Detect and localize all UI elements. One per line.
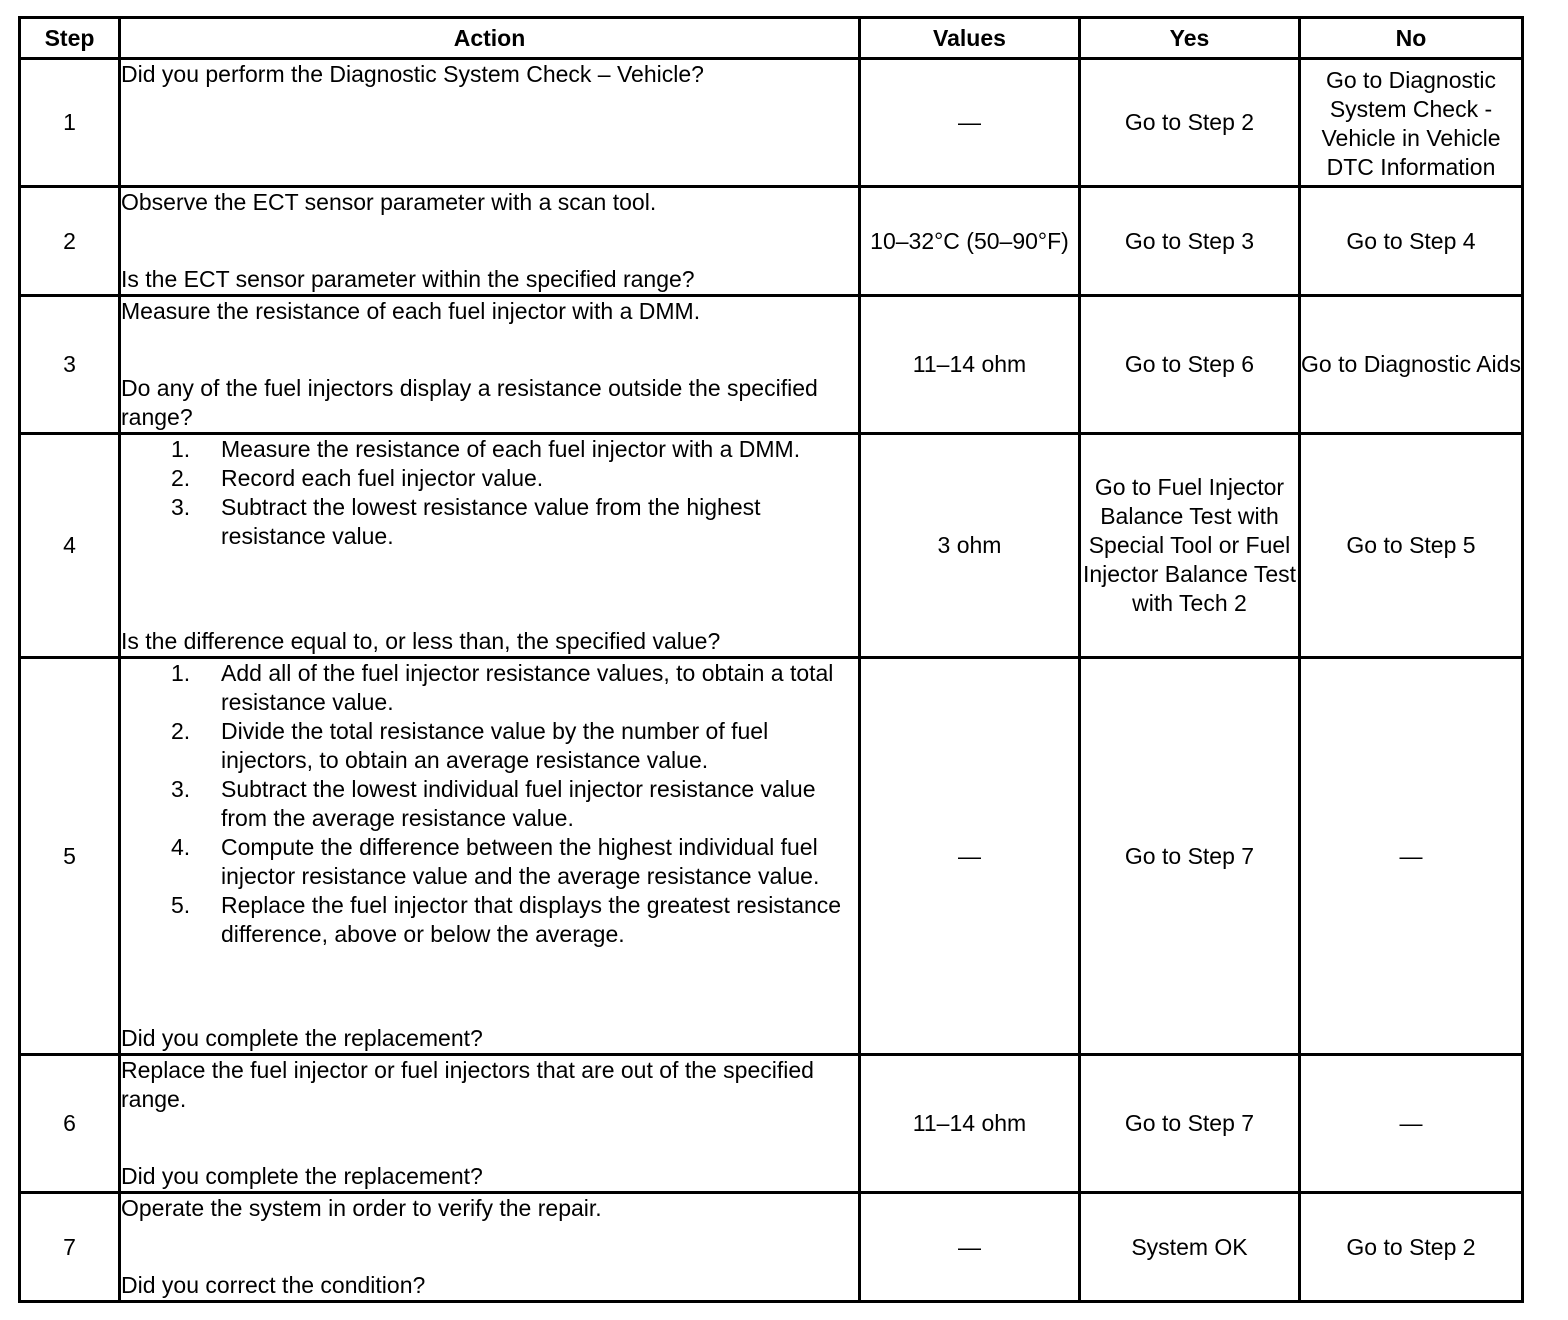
list-item-number: 3.: [171, 776, 191, 802]
header-action: Action: [120, 18, 860, 59]
table-row: [20, 434, 1523, 658]
step-number: 4: [20, 434, 120, 658]
no-cell: Go to Step 4: [1300, 187, 1523, 296]
action-cell: [120, 59, 860, 187]
step-number: 3: [20, 296, 120, 434]
header-step: Step: [20, 18, 120, 59]
action-cell: [120, 296, 860, 434]
list-item-text: Subtract the lowest resistance value from the highest resistance value.: [221, 494, 761, 549]
no-cell: Go to Diagnostic Aids: [1300, 296, 1523, 434]
step-number: 6: [20, 1055, 120, 1193]
no-cell: Go to Step 2: [1300, 1193, 1523, 1302]
values-cell: 10–32°C (50–90°F): [860, 187, 1080, 296]
list-item-text: Divide the total resistance value by the number of fuel injectors, to obtain an average resistance value.: [221, 718, 769, 773]
no-cell: —: [1300, 658, 1523, 1055]
list-item-number: 2.: [171, 465, 191, 491]
header-yes: Yes: [1080, 18, 1300, 59]
action-question: Do any of the fuel injectors display a resistance outside the specified range?: [121, 375, 818, 430]
yes-cell: Go to Step 7: [1080, 658, 1300, 1055]
action-lead: Did you perform the Diagnostic System Check – Vehicle?: [121, 61, 704, 87]
values-cell: —: [860, 59, 1080, 187]
yes-cell: Go to Step 2: [1080, 59, 1300, 187]
action-question: Is the ECT sensor parameter within the specified range?: [121, 266, 695, 292]
list-item: [121, 464, 858, 493]
list-item-number: 3.: [171, 494, 191, 520]
list-item-text: Measure the resistance of each fuel injector with a DMM.: [221, 436, 801, 462]
action-lead: Replace the fuel injector or fuel injectors that are out of the specified range.: [121, 1057, 814, 1112]
step-number: 2: [20, 187, 120, 296]
action-steps-list: [121, 435, 858, 551]
values-cell: 11–14 ohm: [860, 296, 1080, 434]
list-item: [121, 659, 858, 717]
action-cell: [120, 1193, 860, 1302]
values-cell: —: [860, 1193, 1080, 1302]
no-cell: Go to Step 5: [1300, 434, 1523, 658]
no-cell: —: [1300, 1055, 1523, 1193]
values-cell: 11–14 ohm: [860, 1055, 1080, 1193]
no-cell: Go to Diagnostic System Check - Vehicle in Vehicle DTC Information: [1300, 59, 1523, 187]
list-item-number: 1.: [171, 660, 191, 686]
list-item: [121, 775, 858, 833]
action-question: Did you complete the replacement?: [121, 1163, 483, 1189]
action-lead: Operate the system in order to verify the repair.: [121, 1195, 602, 1221]
step-number: 5: [20, 658, 120, 1055]
action-steps-list: [121, 659, 858, 949]
action-question: Is the difference equal to, or less than, the specified value?: [121, 628, 721, 654]
action-cell: [120, 187, 860, 296]
list-item: [121, 891, 858, 949]
yes-cell: System OK: [1080, 1193, 1300, 1302]
step-number: 7: [20, 1193, 120, 1302]
action-lead: Measure the resistance of each fuel injector with a DMM.: [121, 298, 701, 324]
list-item-number: 4.: [171, 834, 191, 860]
values-cell: 3 ohm: [860, 434, 1080, 658]
table-row: [20, 1193, 1523, 1302]
list-item: [121, 833, 858, 891]
list-item: [121, 717, 858, 775]
list-item-text: Record each fuel injector value.: [221, 465, 544, 491]
list-item: [121, 493, 858, 551]
list-item-text: Replace the fuel injector that displays the greatest resistance difference, above or below the average.: [221, 892, 842, 947]
table-row: [20, 187, 1523, 296]
header-no: No: [1300, 18, 1523, 59]
action-question: Did you correct the condition?: [121, 1272, 426, 1298]
list-item-number: 1.: [171, 436, 191, 462]
table-header-row: [20, 18, 1523, 59]
table-row: [20, 296, 1523, 434]
action-question: Did you complete the replacement?: [121, 1025, 483, 1051]
step-number: 1: [20, 59, 120, 187]
yes-cell: Go to Step 3: [1080, 187, 1300, 296]
list-item-text: Compute the difference between the highest individual fuel injector resistance value and the average resistance value.: [221, 834, 820, 889]
yes-cell: Go to Step 6: [1080, 296, 1300, 434]
table-row: [20, 1055, 1523, 1193]
table-row: [20, 59, 1523, 187]
action-lead: Observe the ECT sensor parameter with a scan tool.: [121, 189, 657, 215]
list-item: [121, 435, 858, 464]
table-row: [20, 658, 1523, 1055]
header-values: Values: [860, 18, 1080, 59]
action-cell: [120, 434, 860, 658]
action-cell: [120, 1055, 860, 1193]
list-item-text: Subtract the lowest individual fuel injector resistance value from the average resistance value.: [221, 776, 816, 831]
list-item-number: 5.: [171, 892, 191, 918]
list-item-number: 2.: [171, 718, 191, 744]
values-cell: —: [860, 658, 1080, 1055]
yes-cell: Go to Fuel Injector Balance Test with Special Tool or Fuel Injector Balance Test with Tech 2: [1080, 434, 1300, 658]
action-cell: [120, 658, 860, 1055]
yes-cell: Go to Step 7: [1080, 1055, 1300, 1193]
diagnostic-table: [18, 16, 1524, 1303]
list-item-text: Add all of the fuel injector resistance values, to obtain a total resistance value.: [221, 660, 834, 715]
